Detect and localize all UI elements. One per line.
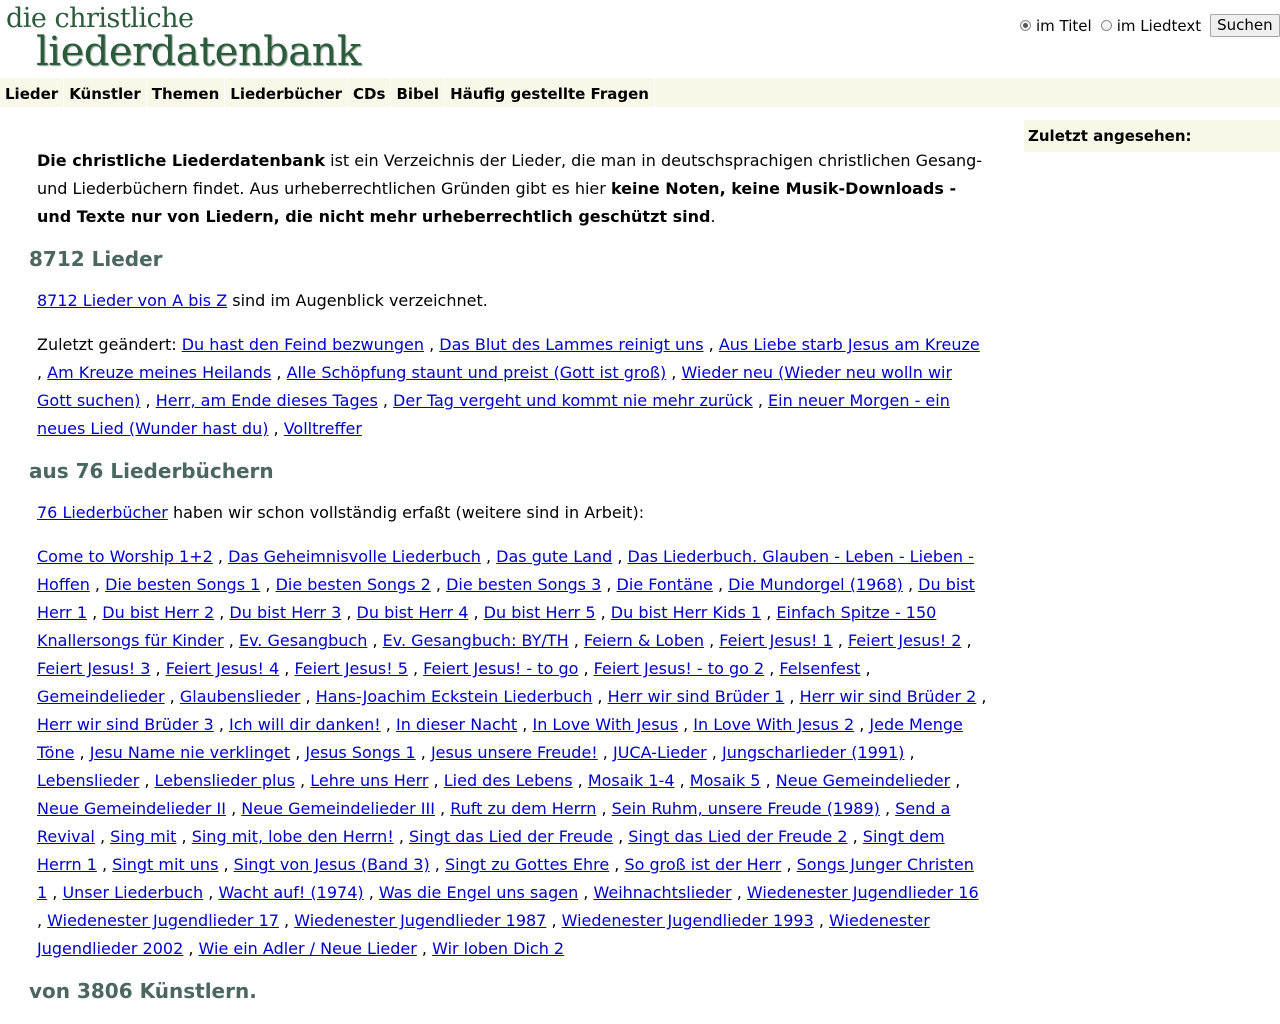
songbook-link[interactable]: Songs Junger Christen 1 [37, 855, 974, 902]
songbook-link[interactable]: Du bist Herr Kids 1 [610, 603, 762, 622]
separator: , [260, 575, 276, 594]
songbook-link[interactable]: Feiern & Loben [583, 631, 704, 650]
songbook-link[interactable]: Singt das Lied der Freude 2 [628, 827, 848, 846]
nav-kuenstler[interactable]: Künstler [64, 78, 147, 107]
songbook-link[interactable]: Die besten Songs 3 [446, 575, 602, 594]
separator: , [832, 631, 848, 650]
separator: , [609, 855, 625, 874]
songbook-link[interactable]: Jesu Name nie verklinget [89, 743, 291, 762]
songbook-link[interactable]: Feiert Jesus! 5 [294, 659, 408, 678]
books-heading: aus 76 Liederbüchern [29, 459, 274, 483]
books-list [37, 547, 987, 958]
separator: , [271, 363, 287, 382]
search-option-title[interactable] [1020, 17, 1092, 35]
nav-lieder[interactable]: Lieder [0, 78, 64, 107]
songbook-link[interactable]: Wacht auf! (1974) [218, 883, 364, 902]
songbook-link[interactable]: Feiert Jesus! 4 [165, 659, 280, 678]
separator: , [902, 575, 919, 594]
nav-cds[interactable]: CDs [348, 78, 391, 107]
songbook-link[interactable]: Wiedenester Jugendlieder 2002 [37, 911, 930, 958]
songbook-link[interactable]: Du bist Herr 4 [356, 603, 469, 622]
separator: , [592, 687, 608, 706]
songbook-link[interactable]: Ev. Gesangbuch [238, 631, 368, 650]
separator: , [377, 391, 394, 410]
separator: , [961, 631, 972, 650]
separator: , [613, 827, 629, 846]
separator: , [363, 883, 379, 902]
songbook-link[interactable]: Die Fontäne [616, 575, 713, 594]
artists-heading: von 3806 Künstlern. [29, 979, 257, 1003]
songbook-link[interactable]: Lehre uns Herr [310, 771, 429, 790]
books-count-suffix: haben wir schon vollständig erfaßt (weitere sind in Arbeit): [167, 503, 645, 522]
separator: , [879, 799, 896, 818]
recent-song-link[interactable]: Alle Schöpfung staunt und preist (Gott ist groß) [286, 363, 667, 382]
songbook-link[interactable]: Glaubenslieder [179, 687, 301, 706]
separator: , [781, 855, 797, 874]
separator: , [760, 771, 776, 790]
recent-changes-list [37, 335, 980, 438]
songbook-link[interactable]: Herr wir sind Brüder 3 [37, 715, 214, 734]
songbook-link[interactable]: Du bist Herr 1 [37, 575, 975, 622]
songbook-link[interactable]: Wie ein Adler / Neue Lieder [198, 939, 417, 958]
separator: , [712, 575, 729, 594]
songbook-link[interactable]: Wir loben Dich 2 [432, 939, 565, 958]
songbook-link[interactable]: Was die Engel uns sagen [378, 883, 579, 902]
separator: , [415, 743, 431, 762]
songbook-link[interactable]: Du bist Herr 2 [102, 603, 215, 622]
separator: , [380, 715, 396, 734]
songbook-link[interactable]: Sing mit, lobe den Herrn! [191, 827, 394, 846]
songbook-link[interactable]: Das Geheimnisvolle Liederbuch [228, 547, 481, 566]
radio-lyrics[interactable] [1101, 20, 1112, 31]
separator: , [183, 939, 199, 958]
separator: , [140, 391, 156, 410]
main-nav [0, 78, 1280, 107]
nav-bibel[interactable]: Bibel [391, 78, 445, 107]
separator: , [290, 743, 306, 762]
books-link[interactable]: 76 Liederbücher [37, 503, 168, 522]
separator: , [578, 883, 594, 902]
songbook-link[interactable]: Singt dem Herrn 1 [37, 827, 945, 874]
songbook-link[interactable]: Mosaik 1-4 [587, 771, 675, 790]
separator: , [94, 827, 111, 846]
separator: , [578, 659, 594, 678]
separator: , [612, 547, 628, 566]
songbook-link[interactable]: Lied des Lebens [443, 771, 573, 790]
songbook-link[interactable]: Jungscharlieder (1991) [721, 743, 905, 762]
books-list-paragraph [0, 543, 987, 963]
logo-line-1: die christliche [6, 3, 194, 34]
separator: , [950, 771, 961, 790]
separator: , [214, 603, 230, 622]
separator: , [847, 827, 863, 846]
recent-song-link[interactable]: Ein neuer Morgen - ein neues Lied (Wunder hast du) [37, 391, 950, 438]
separator: , [761, 603, 777, 622]
separator: , [164, 687, 180, 706]
separator: , [976, 687, 987, 706]
songbook-link[interactable]: Ich will dir danken! [229, 715, 381, 734]
separator: , [89, 575, 106, 594]
songbook-link[interactable]: Ruft zu dem Herrn [450, 799, 597, 818]
separator: , [764, 659, 780, 678]
separator: , [595, 603, 611, 622]
separator: , [96, 855, 113, 874]
songs-heading: 8712 Lieder [29, 247, 163, 271]
separator: , [429, 855, 445, 874]
songbook-link[interactable]: Einfach Spitze - 150 Knallersongs für Kinder [37, 603, 937, 650]
separator: , [218, 855, 234, 874]
search-button[interactable]: Suchen [1210, 14, 1280, 37]
separator: , [601, 575, 617, 594]
separator: , [213, 715, 229, 734]
recent-changes-label: Zuletzt geändert: [37, 335, 177, 354]
separator: , [706, 743, 722, 762]
songbook-link[interactable]: In Love With Jesus 2 [693, 715, 855, 734]
separator: , [176, 827, 192, 846]
radio-title-label: im Titel [1036, 16, 1092, 35]
songbook-link[interactable]: Das gute Land [496, 547, 613, 566]
songbook-link[interactable]: Feiert Jesus! - to go [423, 659, 579, 678]
songbook-link[interactable]: Feiert Jesus! 1 [719, 631, 833, 650]
separator: , [752, 391, 769, 410]
songbook-link[interactable]: Jesus Songs 1 [305, 743, 416, 762]
songs-count-paragraph [0, 287, 987, 315]
separator: , [203, 883, 219, 902]
songbook-link[interactable]: Sing mit [110, 827, 177, 846]
songbook-link[interactable]: Wiedenester Jugendlieder 1993 [561, 911, 814, 930]
songbook-link[interactable]: Sein Ruhm, unsere Freude (1989) [611, 799, 880, 818]
intro-end: . [710, 207, 716, 226]
songbook-link[interactable]: Feiert Jesus! 2 [847, 631, 962, 650]
intro-text: ist ein Verzeichnis der Lieder, die man in deutschsprachigen christlichen Gesang- und Liederbüchern findet. Aus urheberrechtlichen Gründen gibt es hier [37, 151, 983, 198]
songbook-link[interactable]: Feiert Jesus! 3 [37, 659, 151, 678]
separator: , [37, 911, 48, 930]
recent-song-link[interactable]: Das Blut des Lammes reinigt uns [439, 335, 704, 354]
separator: , [407, 659, 424, 678]
separator: , [517, 715, 533, 734]
separator: , [703, 335, 719, 354]
nav-themen[interactable]: Themen [147, 78, 226, 107]
separator: , [430, 575, 447, 594]
recent-song-link[interactable]: Volltreffer [283, 419, 362, 438]
separator: , [279, 659, 295, 678]
songbook-link[interactable]: Wiedenester Jugendlieder 1987 [294, 911, 547, 930]
separator: , [268, 419, 284, 438]
separator: , [731, 883, 747, 902]
separator: , [393, 827, 409, 846]
songbook-link[interactable]: Jesus unsere Freude! [430, 743, 598, 762]
songbook-link[interactable]: Gemeindelieder [37, 687, 165, 706]
separator: , [37, 363, 48, 382]
separator: , [74, 743, 90, 762]
songbook-link[interactable]: Neue Gemeindelieder [775, 771, 951, 790]
separator: , [572, 771, 588, 790]
songbook-link[interactable]: Das Liederbuch. Glauben - Leben - Lieben - Hoffen [37, 547, 974, 594]
separator: , [596, 799, 612, 818]
songbook-link[interactable]: Weihnachtslieder [593, 883, 732, 902]
recently-viewed-title: Zuletzt angesehen: [1028, 127, 1192, 145]
separator: , [813, 911, 830, 930]
separator: , [480, 547, 497, 566]
header [0, 0, 1280, 78]
songbook-link[interactable]: Singt mit uns [112, 855, 219, 874]
separator: , [278, 911, 295, 930]
songbook-link[interactable]: Singt das Lied der Freude [409, 827, 613, 846]
nav-faq[interactable]: Häufig gestellte Fragen [445, 78, 655, 107]
separator: , [212, 547, 229, 566]
songbook-link[interactable]: Die besten Songs 1 [105, 575, 261, 594]
recent-changes-paragraph [0, 331, 987, 443]
separator: , [703, 631, 720, 650]
site-logo[interactable] [6, 3, 361, 75]
separator: , [367, 631, 383, 650]
separator: , [139, 771, 155, 790]
separator: , [300, 687, 316, 706]
separator: , [546, 911, 562, 930]
recent-song-link[interactable]: Am Kreuze meines Heilands [47, 363, 272, 382]
separator: , [294, 771, 311, 790]
separator: , [434, 799, 451, 818]
songbook-link[interactable]: Die Mundorgel (1968) [728, 575, 903, 594]
songbook-link[interactable]: Singt von Jesus (Band 3) [233, 855, 430, 874]
songbook-link[interactable]: Du bist Herr 5 [483, 603, 596, 622]
separator: , [678, 715, 694, 734]
songbook-link[interactable]: In Love With Jesus [532, 715, 679, 734]
songbook-link[interactable]: Unser Liederbuch [62, 883, 204, 902]
separator: , [225, 799, 242, 818]
search-option-lyrics[interactable] [1101, 17, 1201, 35]
recently-viewed-panel [1024, 120, 1280, 152]
songbook-link[interactable]: Herr wir sind Brüder 2 [799, 687, 977, 706]
recent-song-link[interactable]: Du hast den Feind bezwungen [181, 335, 425, 354]
songbook-link[interactable]: Neue Gemeindelieder II [37, 799, 226, 818]
intro-bold-name: Die christliche Liederdatenbank [37, 151, 326, 170]
songbook-link[interactable]: Die besten Songs 2 [275, 575, 431, 594]
separator: , [904, 743, 915, 762]
songs-count-suffix: sind im Augenblick verzeichnet. [227, 291, 488, 310]
songbook-link[interactable]: Come to Worship 1+2 [37, 547, 213, 566]
separator: , [666, 363, 682, 382]
separator: , [428, 771, 444, 790]
separator: , [87, 603, 103, 622]
recent-song-link[interactable]: Wieder neu (Wieder neu wolln wir Gott suchen) [37, 363, 953, 410]
songbook-link[interactable]: Wiedenester Jugendlieder 17 [47, 911, 279, 930]
songbook-link[interactable]: Ev. Gesangbuch: BY/TH [382, 631, 569, 650]
separator: , [597, 743, 613, 762]
separator: , [784, 687, 800, 706]
separator: , [424, 335, 440, 354]
separator: , [47, 883, 63, 902]
separator: , [854, 715, 870, 734]
songbook-link[interactable]: Du bist Herr 3 [229, 603, 342, 622]
songbook-link[interactable]: JUCA-Lieder [612, 743, 707, 762]
separator: , [223, 631, 239, 650]
logo-line-2: liederdatenbank [36, 29, 361, 75]
songbook-link[interactable]: Hans-Joachim Eckstein Liederbuch [315, 687, 593, 706]
separator: , [568, 631, 584, 650]
separator: , [468, 603, 484, 622]
songbook-link[interactable]: Herr wir sind Brüder 1 [607, 687, 785, 706]
songbook-link[interactable]: Wiedenester Jugendlieder 16 [746, 883, 979, 902]
songbook-link[interactable]: In dieser Nacht [395, 715, 518, 734]
search-form [1020, 14, 1280, 37]
separator: , [341, 603, 357, 622]
main-content [0, 107, 1000, 1003]
songbook-link[interactable]: Lebenslieder [37, 771, 140, 790]
books-count-paragraph [0, 499, 987, 527]
radio-title[interactable] [1020, 20, 1031, 31]
separator: , [416, 939, 433, 958]
separator: , [860, 659, 871, 678]
songbook-link[interactable]: Singt zu Gottes Ehre [444, 855, 610, 874]
recent-song-link[interactable]: Herr, am Ende dieses Tages [155, 391, 378, 410]
songbook-link[interactable]: Jede Menge Töne [37, 715, 963, 762]
recent-song-link[interactable]: Der Tag vergeht und kommt nie mehr zurück [393, 391, 753, 410]
songbook-link[interactable]: Mosaik 5 [689, 771, 761, 790]
intro-bold-notice: keine Noten, keine Musik-Downloads - und Texte nur von Liedern, die nicht mehr urheberrechtlich geschützt sind [37, 179, 957, 226]
songbook-link[interactable]: Felsenfest [779, 659, 861, 678]
songbook-link[interactable]: Send a Revival [37, 799, 951, 846]
songbook-link[interactable]: Neue Gemeindelieder III [241, 799, 435, 818]
recent-song-link[interactable]: Aus Liebe starb Jesus am Kreuze [718, 335, 980, 354]
separator: , [150, 659, 166, 678]
separator: , [674, 771, 690, 790]
radio-lyrics-label: im Liedtext [1116, 16, 1202, 35]
songs-a-z-link[interactable]: 8712 Lieder von A bis Z [37, 291, 228, 310]
songbook-link[interactable]: So groß ist der Herr [624, 855, 782, 874]
nav-liederbuecher[interactable]: Liederbücher [225, 78, 348, 107]
songbook-link[interactable]: Lebenslieder plus [154, 771, 295, 790]
songbook-link[interactable]: Feiert Jesus! - to go 2 [593, 659, 765, 678]
intro-paragraph [0, 147, 987, 231]
